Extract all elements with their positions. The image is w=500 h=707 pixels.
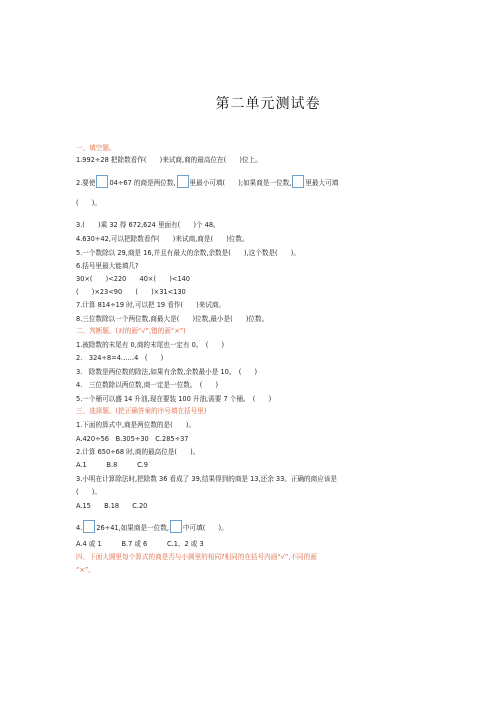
blank-box (170, 520, 182, 533)
blank-box (292, 175, 304, 188)
s3-question-3-cont: ( )。 (76, 488, 101, 496)
s1-question-2: 2.要使 04÷67 的商是两位数, 里最小可填( );如果商是一位数, 里最大可填 (76, 175, 496, 188)
s1-question-6-row-2: ( )×23<90 ( )×31<130 (76, 288, 186, 296)
s3-question-1-options: A.420÷56 B.305÷30 C.285÷37 (76, 435, 189, 443)
s1-question-4: 4.630÷42,可以把除数看作( )来试商,商是( )位数。 (76, 235, 249, 243)
s1-question-8: 8.三位数除以一个两位数,商最大是( )位数,最小是( )位数。 (76, 315, 269, 323)
s3-question-1: 1.下面的算式中,商是两位数的是( )。 (76, 421, 196, 429)
s1-question-6-row-1: 30×( )<220 40×( )<140 (76, 275, 190, 283)
s3-question-2: 2.计算 650÷68 时,商的最高位是( )。 (76, 448, 200, 456)
s2-question-3: 3. 除数是两位数的除法,如果有余数,余数最小是 10。 ( ) (76, 368, 258, 376)
page-title: 第二单元测试卷 (215, 96, 321, 112)
s3-question-4: 4. 26÷41,如果商是一位数, 中可填( )。 (76, 520, 496, 533)
blank-box (177, 175, 189, 188)
s1-question-2-cont: ( )。 (76, 199, 101, 207)
s1-question-5: 5.一个数除以 29,商是 16,并且有最大的余数,余数是( ),这个数是( )。 (76, 249, 300, 257)
s3-question-3-options: A.15 B.18 C.20 (76, 502, 148, 510)
s2-question-4: 4. 三位数除以两位数,商一定是一位数。 ( ) (76, 381, 219, 389)
section-4-heading: 四、下面大圆里每个算式的商是否与小圆里的相同?相同的在括号内画“√”,不同的画 (76, 553, 317, 561)
section-3-heading: 三、选择题。(把正确答案的序号填在括号里) (76, 407, 207, 415)
s1-question-3: 3.( )乘 32 得 672,624 里面有( )个 48。 (76, 221, 220, 229)
section-2-heading: 二、判断题。(对的画“√”,错的画“×”) (76, 327, 186, 335)
s1-question-1: 1.992÷28 把除数看作( )来试商,商的最高位在( )位上。 (76, 156, 262, 164)
s3-question-4-options: A.4 或 1 B.7 或 6 C.1、2 或 3 (76, 540, 204, 548)
s1-question-7: 7.计算 814÷19 时,可以把 19 看作( )来试商。 (76, 301, 226, 309)
blank-box (96, 175, 108, 188)
s2-question-2: 2. 324÷8=4……4 ( ) (76, 354, 164, 362)
section-1-heading: 一、填空题。 (76, 144, 116, 152)
s1-question-6: 6.括号里最大能填几? (76, 262, 139, 270)
s2-question-1: 1.被除数的末尾有 0,商的末尾也一定有 0。 ( ) (76, 341, 225, 349)
s3-question-3: 3.小明在计算除法时,把除数 36 看成了 39,结果得到的商是 13,还余 33。正确的商应该是 (76, 475, 338, 483)
section-4-heading-cont: “×”。 (76, 566, 95, 574)
blank-box (83, 520, 95, 533)
s2-question-5: 5.一个桶可以盛 14 升油,现在要装 100 升油,需要 7 个桶。 ( ) (76, 395, 272, 403)
s3-question-2-options: A.1 B.8 C.9 (76, 461, 148, 469)
